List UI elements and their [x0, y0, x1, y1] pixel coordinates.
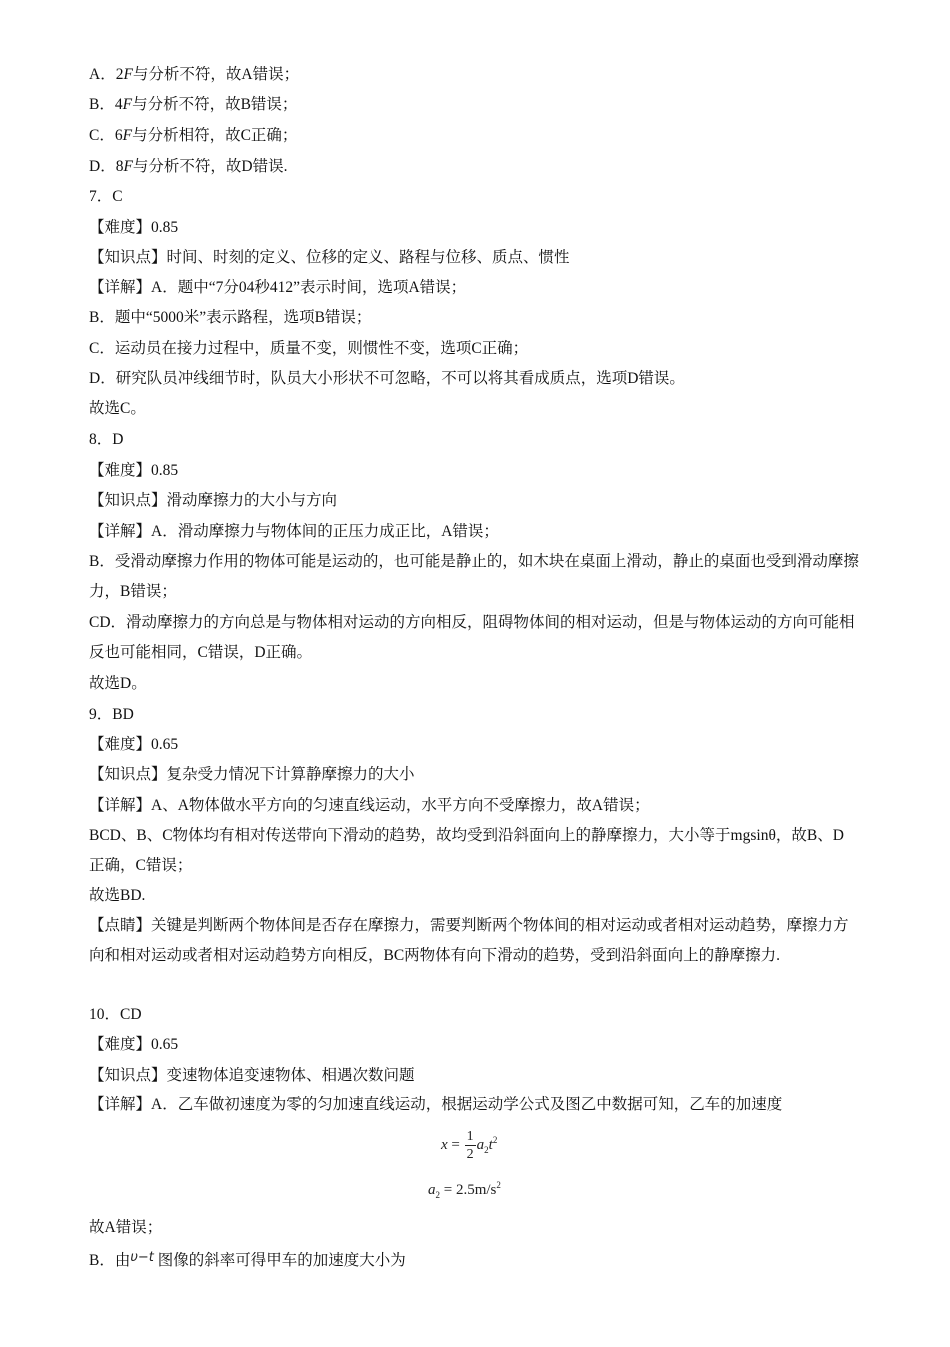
q9-knowledge: 【知识点】复杂受力情况下计算静摩擦力的大小	[89, 766, 415, 783]
formula-subscript: 2	[435, 1190, 440, 1200]
formula-var-a: a	[476, 1136, 485, 1153]
option-unit: F	[122, 127, 133, 144]
q7-difficulty: 【难度】0.85	[89, 219, 179, 236]
option-text: 与分析不符，故A错误；	[132, 66, 300, 83]
option-prefix: C．	[89, 127, 115, 144]
fraction-numerator: 1	[466, 1129, 474, 1144]
q9-conclusion: 故选BD.	[89, 887, 146, 904]
option-prefix: D．	[89, 158, 116, 175]
q10-detail-a: 【详解】A．乙车做初速度为零的匀加速直线运动，根据运动学公式及图乙中数据可知，乙车的加速度	[89, 1096, 783, 1113]
q8-detail-a: 【详解】A．滑动摩擦力与物体间的正压力成正比，A错误；	[89, 523, 499, 540]
formula-superscript: 2	[492, 1134, 498, 1145]
q8-answer: 8．D	[89, 431, 124, 448]
q9-detail-a: 【详解】A、A物体做水平方向的匀速直线运动，水平方向不受摩擦力，故A错误；	[89, 797, 650, 814]
q8-detail-cd: CD．滑动摩擦力的方向总是与物体相对运动的方向相反，阻碍物体间的相对运动，但是与物体运动的方向可能相反也可能相同，C错误，D正确。	[89, 614, 855, 661]
q7-answer: 7．C	[89, 188, 123, 205]
formula-subscript: 2	[484, 1144, 489, 1155]
option-prefix: B．	[89, 96, 115, 113]
q7-knowledge: 【知识点】时间、时刻的定义、位移的定义、路程与位移、质点、惯性	[89, 249, 570, 266]
q7-detail-a: 【详解】A．题中“7分04秒412”表示时间，选项A错误；	[89, 279, 467, 296]
q7-detail-b: B．题中“5000米”表示路程，选项B错误；	[89, 309, 372, 326]
q9-comment: 【点睛】关键是判断两个物体间是否存在摩擦力，需要判断两个物体间的相对运动或者相对运动趋势，摩擦力方向和相对运动或者相对运动趋势方向相反，BC两物体有向下滑动的趋势，受到沿斜面向上的静摩擦力.	[89, 917, 849, 964]
q6-option-a	[89, 65, 299, 85]
formula-var-a: a	[428, 1182, 436, 1198]
option-unit: F	[123, 158, 133, 175]
vt-graph-symbol: υ−t	[130, 1250, 154, 1265]
formula-var-x: x	[441, 1136, 448, 1153]
q9-answer: 9．BD	[89, 706, 134, 723]
q8-difficulty: 【难度】0.85	[89, 462, 179, 479]
fraction-denominator: 2	[466, 1147, 474, 1162]
formula-var-t: t	[488, 1136, 493, 1153]
q6-option-c	[89, 126, 297, 146]
option-text: 与分析相符，故C正确；	[132, 127, 298, 144]
q9-detail-bcd: BCD、B、C物体均有相对传送带向下滑动的趋势，故均受到沿斜面向上的静摩擦力，大小等于mgsinθ，故B、D正确，C错误；	[89, 827, 844, 874]
q7-detail-d: D．研究队员冲线细节时，队员大小形状不可忽略，不可以将其看成质点，选项D错误。	[89, 370, 685, 387]
option-text: 与分析不符，故D错误.	[132, 158, 288, 175]
option-value: 8	[115, 158, 124, 175]
q10-knowledge: 【知识点】变速物体追变速物体、相遇次数问题	[89, 1067, 415, 1084]
option-text: 与分析不符，故B错误；	[132, 96, 298, 113]
detail-b-text: 图像的斜率可得甲车的加速度大小为	[157, 1252, 406, 1269]
q7-detail-c: C．运动员在接力过程中，质量不变，则惯性不变，选项C正确；	[89, 340, 529, 357]
formula-equals: =	[447, 1136, 464, 1153]
formula-superscript: 2	[496, 1180, 501, 1190]
option-value: 4	[114, 96, 123, 113]
q6-option-b	[89, 95, 297, 115]
q9-difficulty: 【难度】0.65	[89, 736, 179, 753]
q8-detail-b: B．受滑动摩擦力作用的物体可能是运动的，也可能是静止的，如木块在桌面上滑动，静止的桌面也受到滑动摩擦力，B错误；	[89, 553, 859, 600]
q8-knowledge: 【知识点】滑动摩擦力的大小与方向	[89, 492, 338, 509]
detail-b-prefix: B．由	[89, 1252, 131, 1269]
q10-detail-b	[89, 1248, 406, 1271]
option-unit: F	[122, 96, 133, 113]
option-prefix: A．	[89, 66, 116, 83]
formula-acceleration	[428, 1180, 501, 1200]
q10-after-formula: 故A错误；	[89, 1219, 163, 1236]
formula-displacement	[441, 1128, 497, 1163]
q6-option-d	[89, 157, 288, 177]
q10-difficulty: 【难度】0.65	[89, 1036, 179, 1053]
q7-conclusion: 故选C。	[89, 400, 146, 417]
option-value: 6	[114, 127, 123, 144]
option-unit: F	[123, 66, 133, 83]
fraction	[465, 1128, 476, 1163]
q10-answer: 10．CD	[89, 1006, 142, 1023]
formula-value: = 2.5m/s	[440, 1182, 497, 1198]
q8-conclusion: 故选D。	[89, 675, 147, 692]
option-value: 2	[115, 66, 124, 83]
